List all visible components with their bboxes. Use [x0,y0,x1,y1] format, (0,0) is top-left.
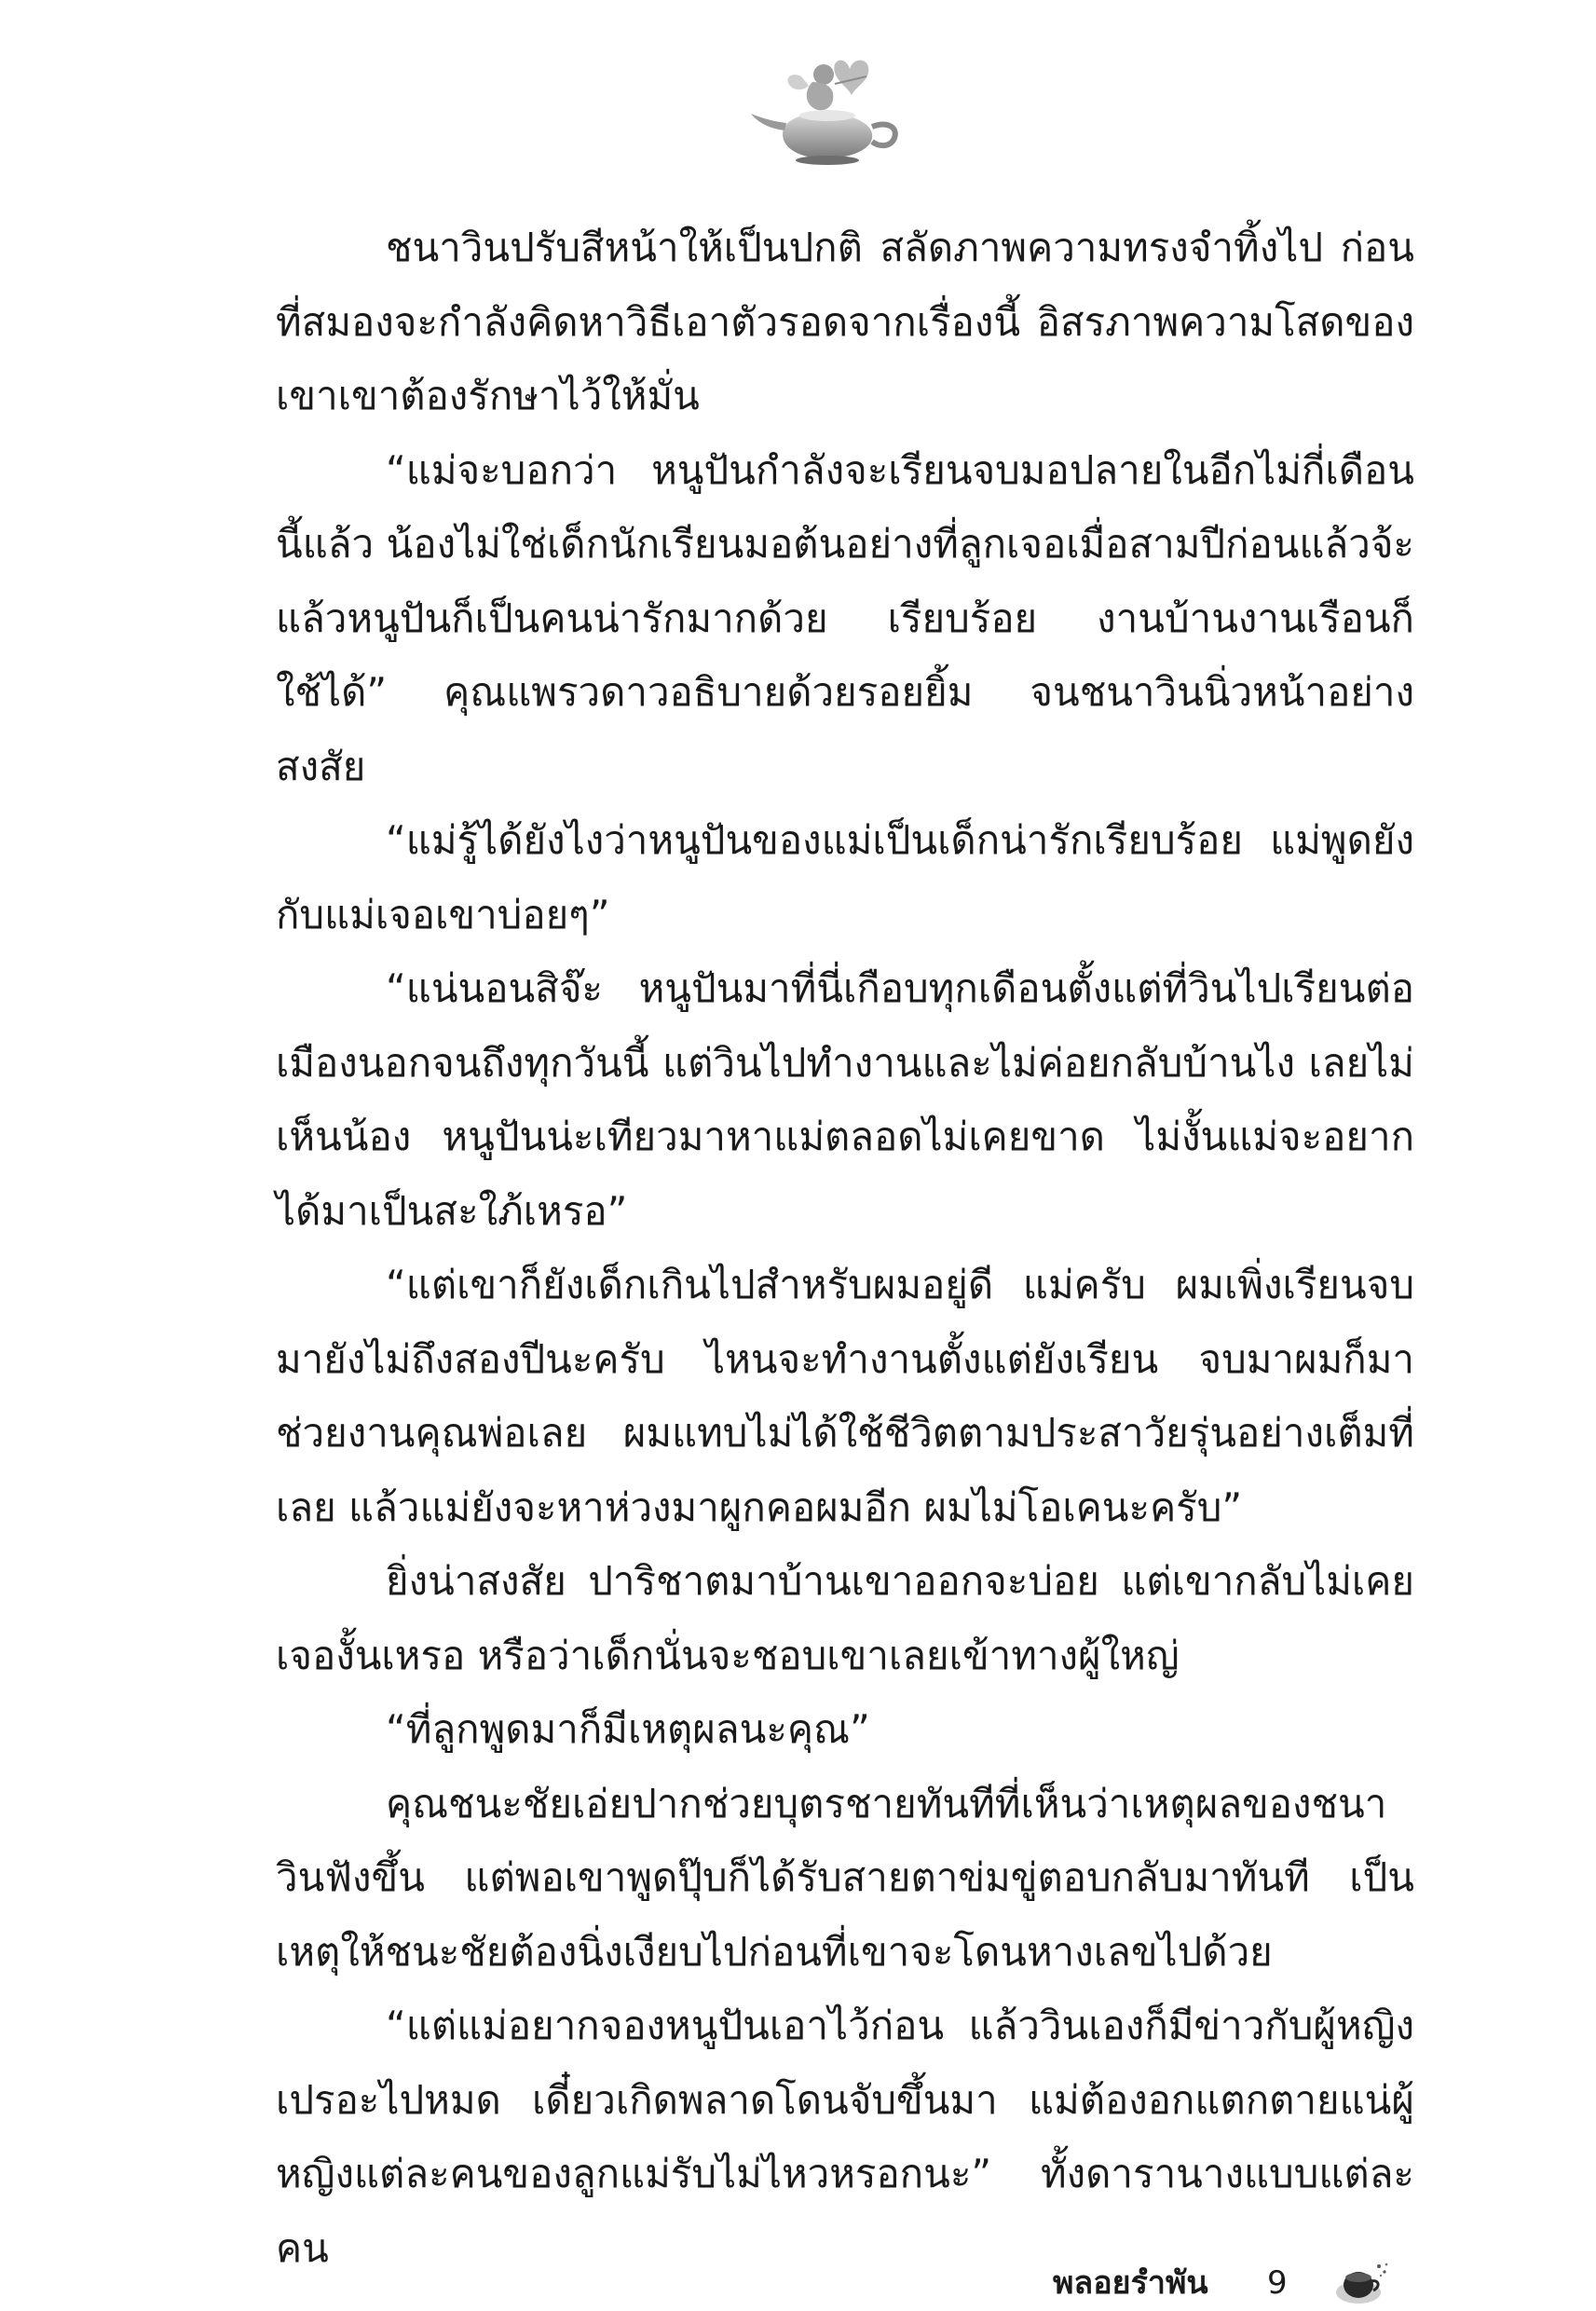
book-title: พลอยรำพัน [1053,2264,1208,2302]
paragraph: “แม่จะบอกว่า หนูปันกำลังจะเรียนจบมอปลายในอีกไม่กี่เดือนนี้แล้ว น้องไม่ใช่เด็กนักเรียนมอต้นอย่างที่ลูกเจอเมื่อสามปีก่อนแล้วจ้ะ แล้วหนูปันก็เป็นคนน่ารักมากด้วย เรียบร้อย งานบ้านงานเรือนก็ใช้ได้” คุณแพรวดาวอธิบายด้วยรอยยิ้ม จนชนาวินนิ่วหน้าอย่างสงสัย [276,446,1414,789]
paragraph: “แต่เขาก็ยังเด็กเกินไปสำหรับผมอยู่ดี แม่ครับ ผมเพิ่งเรียนจบมายังไม่ถึงสองปีนะครับ ไหนจะทำงานตั้งแต่ยังเรียน จบมาผมก็มาช่วยงานคุณพ่อเลย ผมแทบไม่ได้ใช้ชีวิตตามประสาวัยรุ่นอย่างเต็มที่เลย แล้วแม่ยังจะหาห่วงมาผูกคอผมอีก ผมไม่โอเคนะครับ” [276,1262,1414,1530]
cupid-teapot-emblem-icon [745,48,908,170]
paragraph: “แต่แม่อยากจองหนูปันเอาไว้ก่อน แล้ววินเองก็มีข่าวกับผู้หญิงเปรอะไปหมด เดี๋ยวเกิดพลาดโดนจับขึ้นมา แม่ต้องอกแตกตายแน่ผู้หญิงแต่ละคนของลูกแม่รับไม่ไหวหรอกนะ” ทั้งดารานางแบบแต่ละคน [276,2003,1414,2271]
paragraph: “แน่นอนสิจ๊ะ หนูปันมาที่นี่เกือบทุกเดือนตั้งแต่ที่วินไปเรียนต่อเมืองนอกจนถึงทุกวันนี้ แต่วินไปทำงานและไม่ค่อยกลับบ้านไง เลยไม่เห็นน้อง หนูปันน่ะเทียวมาหาแม่ตลอดไม่เคยขาด ไม่งั้นแม่จะอยากได้มาเป็นสะใภ้เหรอ” [276,965,1414,1234]
paragraph: “ที่ลูกพูดมาก็มีเหตุผลนะคุณ” [386,1706,870,1752]
paragraph: “แม่รู้ได้ยังไงว่าหนูปันของแม่เป็นเด็กน่ารักเรียบร้อย แม่พูดยังกับแม่เจอเขาบ่อยๆ” [276,817,1414,937]
coffee-cup-icon [1332,2257,1392,2309]
body-text [276,211,1414,2285]
page-number: 9 [1267,2264,1288,2302]
paragraph: คุณชนะชัยเอ่ยปากช่วยบุตรชายทันทีที่เห็นว่าเหตุผลของชนาวินฟังขึ้น แต่พอเขาพูดปุ๊บก็ได้รับสายตาข่มขู่ตอบกลับมาทันที เป็นเหตุให้ชนะชัยต้องนิ่งเงียบไปก่อนที่เขาจะโดนหางเลขไปด้วย [276,1780,1414,1975]
paragraph: ชนาวินปรับสีหน้าให้เป็นปกติ สลัดภาพความทรงจำทิ้งไป ก่อนที่สมองจะกำลังคิดหาวิธีเอาตัวรอดจากเรื่องนี้ อิสรภาพความโสดของเขาเขาต้องรักษาไว้ให้มั่น [276,225,1414,418]
paragraph: ยิ่งน่าสงสัย ปาริชาตมาบ้านเขาออกจะบ่อย แต่เขากลับไม่เคยเจองั้นเหรอ หรือว่าเด็กนั่นจะชอบเขาเลยเข้าทางผู้ใหญ่ [276,1558,1414,1678]
